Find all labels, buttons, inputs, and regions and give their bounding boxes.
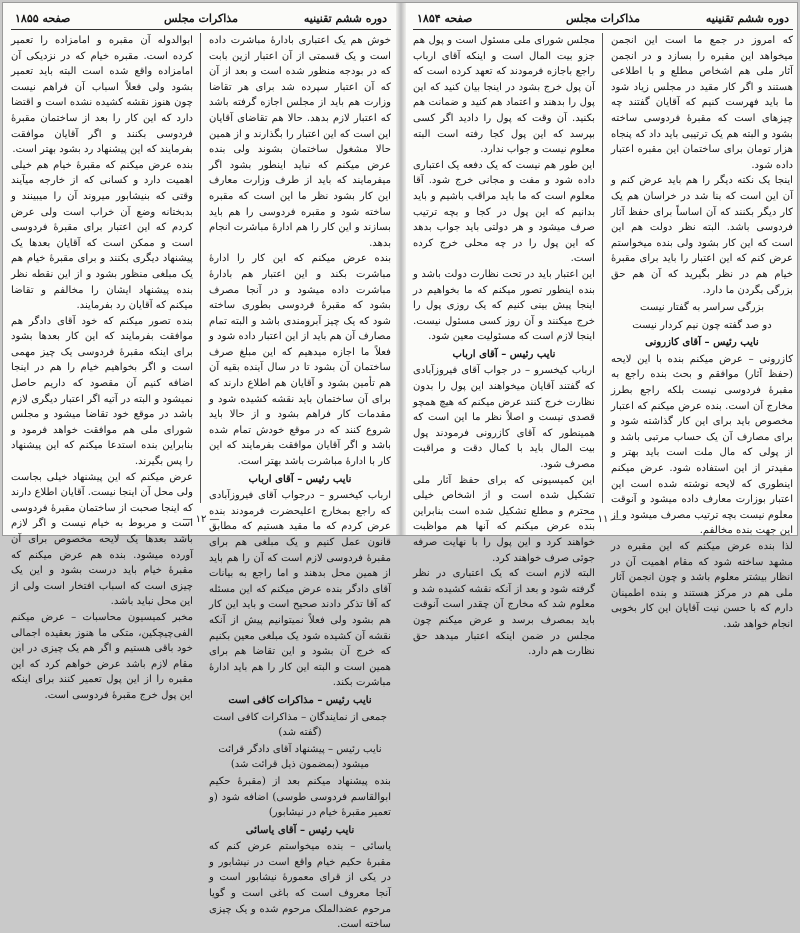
paragraph: کازرونی – عرض میکنم بنده با این لایحه (حفظ آثار) موافقم و بحث بنده راجع به مقبرهٔ فردوسی نیست بلکه راجع بطرز مخارج آن است. بنده عرض میکنم که اعتبار مخصوص باید برای این کار گذاشته شود و برای مصارف آن یک حساب مرتبی باشد و از پولی که مال ملت است باید بهتر و مفیدتر از این استفاده شود. عرض میکنم اینطوری که لایحه نوشته شده است این اعتبار بوزارت معارف داده میشود و آنوقت معلوم نیست بچه ترتیب مصرف میشود و از این جهت بنده مخالفم. xyxy=(611,353,793,537)
paragraph: ابوالدوله آن مقبره و امامزاده را تعمیر کرده است. مقبره خیام که در نزدیکی آن امامزاده واقع شده است البته باید تعمیر بشود ولی فعلاً اسباب آن فراهم نیست چون هنوز نقشه کشیده نشده است و اقتضا دارد که این کار را بعد از ساختمان مقبرهٔ فردوسی بکنند و اگر آقایان موافقت بفرمایند که این پیشنهاد رد بشود بهتر است. xyxy=(11,35,193,156)
paragraph: این اعتبار باید در تحت نظارت دولت باشد و بنده اینطور تصور میکنم که ما بخواهیم در اینجا پیش بینی کنیم که یک روزی پول را خرج میکنند و آن روز کسی مسئول نیست. اینجا لازم است که مسئولیت معین شود. xyxy=(413,268,595,343)
page-footer-number: — ۱۲ — xyxy=(182,514,220,525)
header-rule xyxy=(413,29,793,30)
left-page-right-column xyxy=(209,33,391,931)
running-title: مذاکرات مجلس xyxy=(566,12,640,25)
paragraph: مجلس شورای ملی مسئول است و پول هم جزو بیت المال است و اینکه آقای ارباب راجع باجازه فرمودند که تعهد کرده است که آن پول خرج بشود در اینجا بیان کنید که این پول را بدهند و اعتماد هم کنید و ضمانت هم بکنید. آن وقت که پول را دادید اگر کسی بپرسد که این پول کجا رفته است البته معلوم نیست و جواب ندارد. xyxy=(413,35,595,156)
right-page-right-column xyxy=(611,33,793,630)
left-page xyxy=(10,9,391,931)
paragraph: این کمیسیونی که برای حفظ آثار ملی تشکیل شده است و از اشخاص خیلی محترم و مطلع تشکیل شده است بنابراین بنده عرض میکنم که آنها هم مواظبت خواهند کرد و این پول را با نهایت صرفه جوئی صرف خواهند کرد. xyxy=(413,474,595,564)
right-page-header xyxy=(413,9,793,29)
speaker-heading: نایب رئیس – آقای ارباب xyxy=(452,348,556,360)
running-title: مذاکرات مجلس xyxy=(164,12,238,25)
journal-title: دوره ششم تقنینیه xyxy=(705,12,789,25)
paragraph: که امروز در جمع ما است این انجمن میخواهد این مقبره را بسازد و در انجمن آثار ملی هم اشخاص مطلع و با اطلاعی هستند و اگر کار مقید در مجلس زیاد شود ما باید فهرست کنیم که آقایان گفتند چه چیزهای است که مقبرهٔ فردوسی ساخته بشود و البته هم یک ترتیبی باید داد که پنجاه هزار تومان برای ساختمان این مقبره اعتبار داده شود. xyxy=(611,35,793,171)
page-footer-number: — ۱۱ — xyxy=(584,514,622,525)
paragraph: اینجا یک نکته دیگر را هم باید عرض کنم و آن این است که بنا شد در خراسان هم یک کار دیگر بکنند که آن اساساً برای حفظ آثار فردوسی باشد. البته نظر دولت هم این است که این کار بشود ولی بنده میخواستم عرض کنم که این اعتبار را باید برای مقبرهٔ خیام هم در نظر بگیرید که آن هم حق بزرگی بگردن ما دارد. xyxy=(611,175,793,296)
paragraph: بنده عرض میکنم که این کار را ادارهٔ مباشرت بکند و این اعتبار هم بادارهٔ مباشرت داده میشود و در آنجا مصرف بشود که مقبرهٔ فردوسی بطوری ساخته شود که یک چیز آبرومندی باشد و البته تمام مصارف آن هم باید از این اعتبار داده شود و فعلاً ما اجازه میدهیم که این مبلغ صرف ساختمان آن بشود تا در سال آینده بقیه آن هم تأمین بشود و آقایان هم اطلاع دارند که برای آن ساختمان باید نقشه کشیده شود و مقدمات کار فراهم بشود و از حالا باید شروع کنند که در موقع خودش تمام شده باشد و اگر آقایان موافقت بفرمایند که این کار با ادارهٔ مباشرت باشد بهتر است. xyxy=(209,253,391,468)
left-page-left-column xyxy=(10,33,193,701)
speaker-heading: نایب رئیس – آقای یاسائی xyxy=(245,824,355,836)
paragraph: عرض میکنم که این پیشنهاد خیلی بجاست ولی محل آن اینجا نیست. آقایان اطلاع دارند که اینجا صحبت از ساختمان مقبرهٔ فردوسی است و مربوط به خیام نیست و اگر لازم باشد بعدها یک لایحه مخصوص برای آن آورده میشود. بنده هم عرض میکنم که مقبرهٔ خیام باید درست بشود و این یک چیزی است که اسباب افتخار است ولی از این محل نباید باشد. xyxy=(10,471,193,608)
paragraph: مخبر کمیسیون محاسبات – عرض میکنم الفی‌چیچکین، متکی ما هنوز بعقیده اجمالی خود باقی هستیم و اگر هم یک چیزی در این مقام لازم باشد عرض خواهم کرد که این مقبره را از این پول تعمیر کنند برای اینکه این پول خرج مقبرهٔ فردوسی است. xyxy=(11,611,193,701)
paragraph: البته لازم است که یک اعتباری در نظر گرفته شود و بعد از آنکه نقشه کشیده شد و معلوم شد که مخارج آن چقدر است آنوقت باید بمصرف برسد و عرض میکنم چون مجلس در ضمن اینکه اعتبار میدهد حق نظارت هم دارد. xyxy=(413,568,595,658)
book-spread xyxy=(2,2,798,931)
page-number-label: صفحه ۱۸۵۵ xyxy=(15,12,71,25)
book-gutter xyxy=(396,3,406,535)
paragraph: نایب رئیس – پیشنهاد آقای دادگر قرائت میشود (بمضمون ذیل قرائت شد) xyxy=(218,743,382,771)
paragraph: لذا بنده عرض میکنم که این مقبره در مشهد ساخته شود که مقام اهمیت آن در انظار بیشتر معلوم باشد و چون انجمن آثار ملی هم در مرکز هستند و بنده اطمینان دارم که با حسن نیت آقایان این کار بخوبی انجام خواهد شد. xyxy=(611,541,793,630)
poem-verse: دو صد گفته چون نیم کردار نیست xyxy=(632,319,772,331)
paragraph: ارباب کیخسرو – در جواب آقای فیروزآبادی که گفتند آقایان میخواهند این پول را بدون نظارت خرج کنند عرض میکنم که هیچ همچو قصدی نیست و اصلاً نظر ما این است که همینطور که آقای کازرونی فرمودند پول بیت المال باید با کمال دقت و مراقبت مصرف شود. xyxy=(413,365,595,471)
column-divider xyxy=(602,33,603,503)
page-number-label: صفحه ۱۸۵۴ xyxy=(417,12,473,25)
column-divider xyxy=(200,33,201,503)
paragraph: ارباب کیخسرو – درجواب آقای فیروزآبادی که راجع بمخارج اعلیحضرت فرمودند بنده عرض کردم که ما مقید هستیم که مطابق قانون عمل کنیم و یک مبلغی هم برای مقبرهٔ فردوسی لازم است که آن را هم باید از همین محل بدهند و اما راجع به بیانات آقای دادگر بنده عرض میکنم که این مسئله که آقا تذکر دادند صحیح است و باید این کار هم بشود ولی فعلاً نمیتوانیم پیش از آنکه نقشه آن کشیده شود یک مبلغی معین بکنیم که خرج آن بشود و این تقاضا هم برای همین است و البته این کار را هم باید ادارهٔ مباشرت بکند. xyxy=(209,490,391,689)
speaker-heading: نایب رئیس – آقای ارباب xyxy=(248,473,352,485)
paragraph: بنده تصور میکنم که خود آقای دادگر هم موافقت بفرمایند که این کار بعدها بشود برای اینکه مقبرهٔ فردوسی یک چیز مهمی است و اگر بخواهیم خیام را هم در اینجا اضافه کنیم آن مقصود که داریم حاصل نمیشود و البته در آتیه اگر اعتبار دیگری لازم باشد در موقع خود تقاضا میشود و مجلس شورای ملی هم موافقت خواهد فرمود و بنابراین بنده استدعا میکنم که این پیشنهاد را پس بگیرند. xyxy=(11,315,193,468)
speaker-heading: نایب رئیس – مذاکرات کافی است xyxy=(228,694,372,706)
right-page-left-column xyxy=(413,33,595,658)
paragraph: بنده عرض میکنم که مقبرهٔ خیام هم خیلی اهمیت دارد و کسانی که از خارجه میآیند وقتی که بنیشابور میروند آن را میبینند و بدبختانه وضع آن خراب است ولی عرض کردم که این اعتبار برای مقبرهٔ فردوسی است و ممکن است که آقایان بعدها یک پیشنهاد دیگری بکنند و برای مقبرهٔ خیام هم یک مبلغی منظور بشود و از این نقطه نظر بنده پیشنهاد ایشان را مخالفم و تقاضا میکنم که آقایان رد بفرمایند. xyxy=(11,159,193,312)
paragraph: این طور هم نیست که یک دفعه یک اعتباری داده شود و مفت و مجانی خرج شود. آقا معلوم است که ما باید مراقب باشیم و باید بدانیم که این پول در کجا و بچه ترتیب صرف میشود و هر دولتی باید جواب بدهد که این پول را در چه محلی خرج کرده است. xyxy=(413,159,595,265)
paragraph: یاسائی – بنده میخواستم عرض کنم که مقبرهٔ حکیم خیام واقع است در نیشابور و در یکی از قرای معمورهٔ نیشابور است و آنجا معروف است که باغی است و گویا مرحوم عضدالملک مرحوم شده و یک چیزی ساخته است. xyxy=(209,841,391,931)
paragraph: جمعی از نمایندگان – مذاکرات کافی است (گفته شد) xyxy=(213,711,387,739)
right-page xyxy=(413,9,793,658)
header-rule xyxy=(11,29,391,30)
paragraph: خوش هم یک اعتباری بادارهٔ مباشرت داده است و یک قسمتی از آن اعتبار ازین بابت که در بودجه منظور شده است و بعد از آن که آن اعتبار سپرده شد برای هر تقاضا وزارت هم باید از مجلس اجازه گرفته باشد که اعتبار لازم بدهد. حالا هم تقاضای آقایان این است که این اعتبار را بگذارند و از همین حالا مشغول ساختمان بشوند ولی بنده عرض میکنم که نباید اینطور بشود اگر میفرمایند که باید از طرف وزارت معارف این کار بشود نظر ما این است که مقبره ساخته شود و مقبره فردوسی را هم باید بسازند و این کار را هم ادارهٔ مباشرت انجام بدهد. xyxy=(209,35,391,249)
left-page-header xyxy=(11,9,391,29)
paragraph: بنده پیشنهاد میکنم بعد از (مقبرهٔ حکیم ابوالقاسم فردوسی طوسی) اضافه شود (و تعمیر مقبرهٔ خیام در نیشابور) xyxy=(209,775,391,819)
poem-verse: بزرگی سراسر به گفتار نیست xyxy=(639,302,765,314)
journal-title: دوره ششم تقنینیه xyxy=(303,12,387,25)
speaker-heading: نایب رئیس – آقای کازرونی xyxy=(645,337,759,349)
